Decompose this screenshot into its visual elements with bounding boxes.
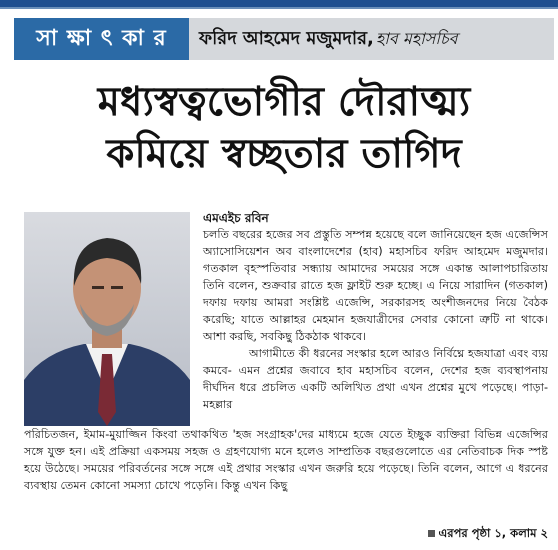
top-rule: [0, 0, 558, 7]
section-header: [14, 18, 554, 60]
interviewee-photo: [24, 212, 190, 426]
square-bullet-icon: [428, 530, 435, 537]
interviewee-strip: [189, 18, 554, 60]
article-full-width: [24, 426, 548, 494]
paragraph-3: পরিচিতজন, ইমাম-মুয়াজ্জিন কিংবা তথাকথিত 'হজ সংগ্রাহক'দের মাধ্যমে হজে যেতে ইচ্ছুক ব্যক্তিরা বিভিন্ন এজেন্সির সঙ্গে যুক্ত হন। এই প্রক্রিয়া একসময় সহজ ও গ্রহণযোগ্য মনে হলেও সাম্প্রতিক বছরগুলোতে এর নেতিবাচক দিক স্পষ্ট হয়ে উঠেছে। সময়ের পরিবর্তনের সঙ্গে সঙ্গে এই প্রথার সংস্কার এখন জরুরি হয়ে পড়েছে। তিনি বলেন, আগে এ ধরনের ব্যবস্থায় তেমন কোনো সমস্যা চোখে পড়েনি। কিন্তু এখন কিছু: [24, 428, 548, 492]
paragraph-2: আগামীতে কী ধরনের সংস্কার হলে আরও নির্বিঘ্নে হজযাত্রা এবং ব্যয় কমবে- এমন প্রশ্নের জবাবে হাব মহাসচিব বলেন, দেশের হজ ব্যবস্থাপনায় দীর্ঘদিন ধরে প্রচলিত একটি অলিখিত প্রথা এখন প্রশ্নের মুখে পড়েছে। পাড়া-মহল্লার: [203, 347, 548, 411]
headline-line-2: কমিয়ে স্বচ্ছতার তাগিদ: [106, 130, 462, 177]
paragraph-1: চলতি বছরের হজের সব প্রস্তুতি সম্পন্ন হয়েছে বলে জানিয়েছেন হজ এজেন্সিস অ্যাসোসিয়েশন অব বাংলাদেশের (হাব) মহাসচিব ফরিদ আহমেদ মজুমদার। গতকাল বৃহস্পতিবার সন্ধ্যায় আমাদের সময়ের সঙ্গে একান্ত আলাপচারিতায় তিনি বলেন, শুক্রবার রাতে হজ ফ্লাইট শুরু হচ্ছে। এ নিয়ে সারাদিন (গতকাল) দফায় দফায় আমরা সংশ্লিষ্ট এজেন্সি, সরকারসহ অংশীজনদের নিয়ে বৈঠক করেছি; যাতে আল্লাহর মেহমান হজযাত্রীদের সেবার কোনো ত্রুটি না থাকে। আশা করছি, সবকিছু ঠিকঠাক থাকবে।: [203, 228, 548, 343]
reporter-name: এমএইচ রবিন: [203, 211, 269, 225]
portrait-illustration: [24, 212, 190, 426]
continuation-text: এরপর পৃষ্ঠা ১, কলাম ২: [438, 526, 548, 540]
headline: [14, 76, 554, 180]
headline-line-1: মধ্যস্বত্বভোগীর দৌরাত্ম্য: [97, 78, 471, 125]
interviewee-role: হাব মহাসচিব: [375, 28, 458, 48]
continuation-note: [424, 525, 549, 544]
section-label: সা ক্ষা ৎ কা র: [14, 18, 189, 60]
interviewee-name: ফরিদ আহমেদ মজুমদার,: [199, 27, 374, 49]
article-column: [203, 226, 548, 413]
